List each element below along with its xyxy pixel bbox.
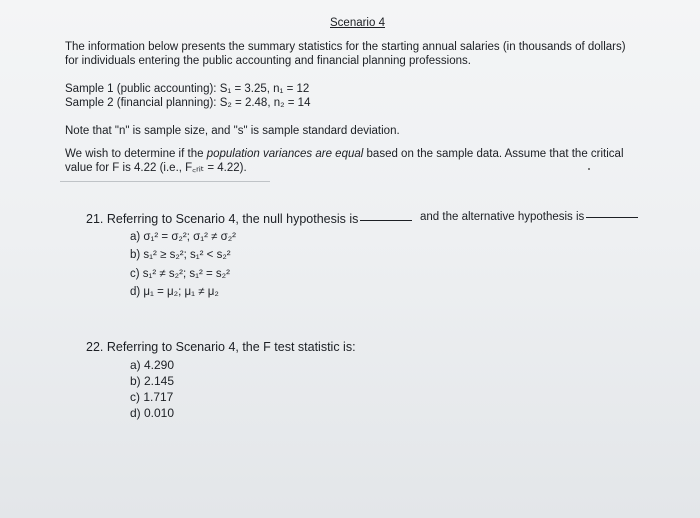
q21-answer-blank-1: [360, 220, 412, 221]
wish-line-1-pre: We wish to determine if the: [65, 148, 207, 160]
sample-2-stats: Sample 2 (financial planning): S₂ = 2.48, n₂ = 14: [65, 97, 311, 109]
q22-option-b: b) 2.145: [130, 374, 175, 388]
wish-line-1-emphasis: population variances are equal: [206, 148, 364, 160]
wish-line-1: [65, 147, 624, 161]
sample-1-stats: Sample 1 (public accounting): S₁ = 3.25, n₁ = 12: [65, 83, 310, 95]
q21-stem: [86, 212, 412, 227]
q21-stem-part2-text: and the alternative hypothesis is: [420, 211, 585, 223]
q21-answer-blank-2: [586, 217, 638, 218]
wish-line-2: value for F is 4.22 (i.e., F꜀ᵣᵢₜ = 4.22).: [65, 162, 247, 174]
faint-rule: [60, 181, 270, 182]
q21-option-d: d) μ₁ = μ₂; μ₁ ≠ μ₂: [130, 286, 219, 298]
q21-option-a: a) σ₁² = σ₂²; σ₁² ≠ σ₂²: [130, 231, 237, 243]
q21-option-b: b) s₁² ≥ s₂²; s₁² < s₂²: [130, 249, 231, 261]
q21-stem-text: 21. Referring to Scenario 4, the null hypothesis is: [86, 212, 359, 226]
q22-option-d: d) 0.010: [130, 406, 175, 420]
scenario-title: Scenario 4: [330, 17, 385, 29]
q21-option-c: c) s₁² ≠ s₂²; s₁² = s₂²: [130, 268, 230, 280]
intro-line-2: for individuals entering the public accounting and financial planning professions.: [65, 55, 471, 67]
q21-stem-part2: [420, 210, 638, 224]
stray-mark: [588, 168, 590, 170]
wish-line-1-post: based on the sample data. Assume that the critical: [363, 148, 624, 160]
q22-option-a: a) 4.290: [130, 358, 175, 372]
q22-stem: 22. Referring to Scenario 4, the F test statistic is:: [86, 340, 356, 354]
intro-line-1: The information below presents the summary statistics for the starting annual salaries (in thousands of dollars): [65, 41, 626, 53]
note-line: Note that "n" is sample size, and "s" is sample standard deviation.: [65, 125, 400, 137]
q22-option-c: c) 1.717: [130, 390, 174, 404]
